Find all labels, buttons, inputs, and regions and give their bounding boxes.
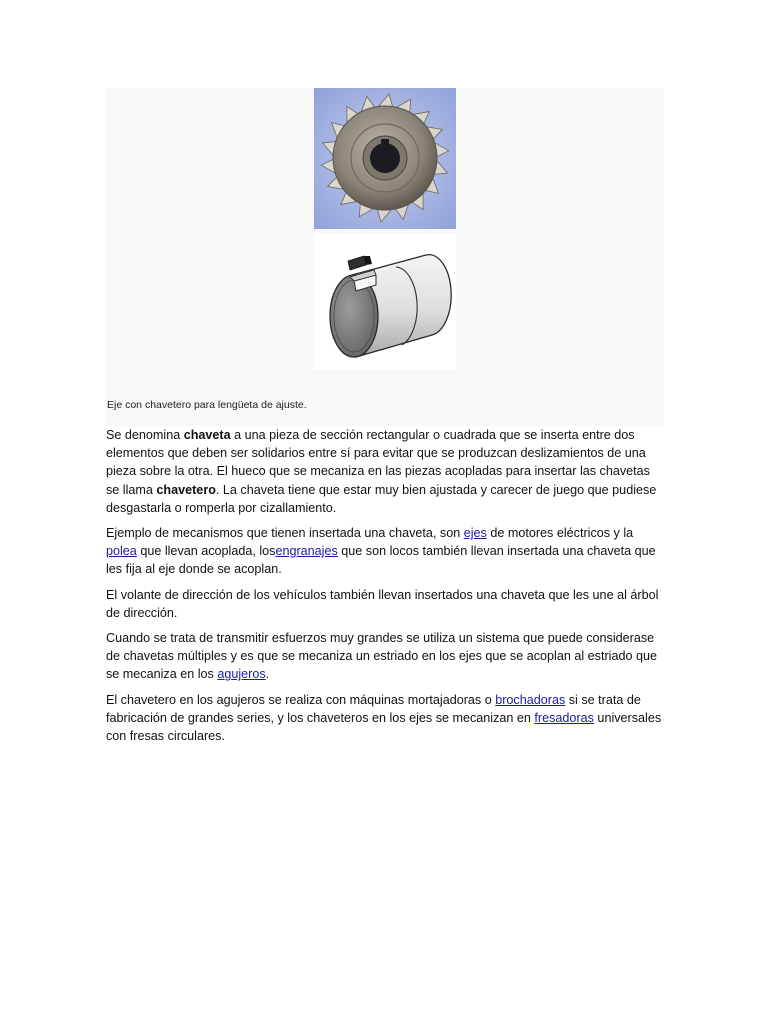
link-agujeros[interactable]: agujeros [217,667,266,682]
paragraph: Se denomina chaveta a una pieza de sección rectangular o cuadrada que se inserta entre dos elementos que deben ser solidarios entre sí para evitar que se produzcan deslizamientos de una pieza sobre la otra. El hueco que se mecaniza en las piezas acopladas para insertar las chavetas se llama chavetero. La chaveta tiene que estar muy bien ajustada y carecer de juego que pudiese desgastarla o romperla por cizallamiento. [106,428,657,515]
paragraph: El volante de dirección de los vehículos también llevan insertados una chaveta que les une al árbol de dirección. [106,587,659,620]
shaft-with-keyway-and-key-image [314,233,456,370]
paragraph: Ejemplo de mecanismos que tienen insertada una chaveta, son ejes de motores eléctricos y la polea que llevan acoplada, losengranajes que son locos también llevan insertada una chaveta que les fija al eje donde se acoplan. [106,526,656,577]
link-brochadoras[interactable]: brochadoras [495,692,566,707]
circular-saw-cutter-image [314,88,456,229]
link-fresadoras[interactable]: fresadoras [534,710,594,725]
paragraph: El chavetero en los agujeros se realiza con máquinas mortajadoras o brochadoras si se trata de fabricación de grandes series, y los chaveteros en los ejes se mecanizan en fresadoras universales con fresas circulares. [106,692,662,744]
paragraph: Cuando se trata de transmitir esfuerzos muy grandes se utiliza un sistema que puede considerase de chavetas múltiples y es que se mecaniza un estriado en los ejes que se acoplan al estriado que se mecaniza en los agujeros. [106,631,657,682]
bold-term: chaveta [183,428,231,442]
figure-caption: Eje con chavetero para lengüeta de ajuste. [107,399,307,411]
link-ejes[interactable]: ejes [463,526,487,541]
link-engranajes[interactable]: engranajes [275,544,338,559]
bold-term: chavetero [156,482,216,497]
article-body [106,426,666,752]
figure [106,88,664,426]
link-polea[interactable]: polea [106,544,137,559]
